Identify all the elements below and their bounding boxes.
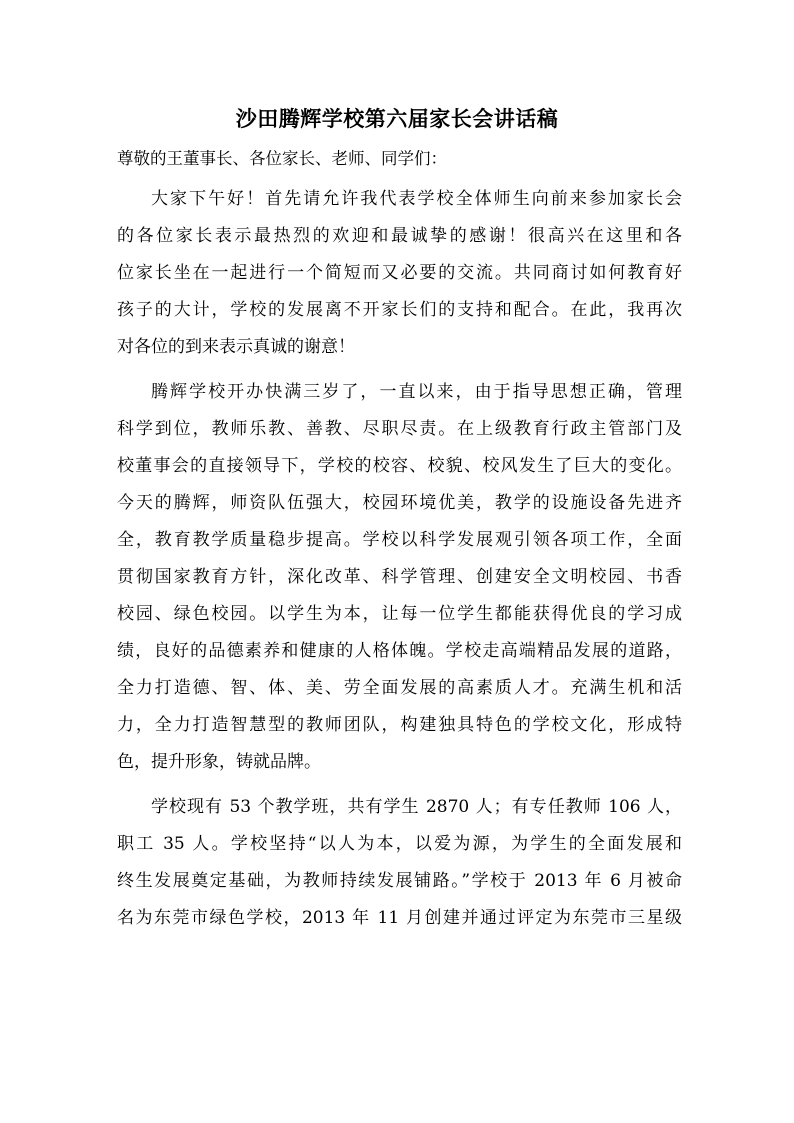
text-line: 学校现有 53 个教学班，共有学生 2870 人；有专任教师 106 人， [151, 797, 682, 817]
text-line: 贯彻国家教育方针，深化改革、科学管理、创建安全文明校园、书香 [117, 567, 682, 587]
text-line: 腾辉学校开办快满三岁了，一直以来，由于指导思想正确，管理 [151, 382, 682, 402]
text-line: 终生发展奠定基础，为教师持续发展铺路。”学校于 2013 年 6 月被命 [117, 871, 682, 891]
text-line: 校园、绿色校园。以学生为本，让每一位学生都能获得优良的学习成 [117, 604, 682, 624]
text-line: 名为东莞市绿色学校，2013 年 11 月创建并通过评定为东莞市三星级 [117, 908, 682, 928]
text-line: 位家长坐在一起进行一个简短而又必要的交流。共同商讨如何教育好 [117, 263, 682, 283]
paragraph-3 [117, 789, 682, 937]
text-line: 绩，良好的品德素养和健康的人格体魄。学校走高端精品发展的道路， [117, 641, 682, 661]
text-line: 全力打造德、智、体、美、劳全面发展的高素质人才。充满生机和活 [117, 678, 682, 698]
document-body [117, 143, 682, 945]
document-title: 沙田腾辉学校第六届家长会讲话稿 [235, 106, 559, 131]
text-line: 力，全力打造智慧型的教师团队，构建独具特色的学校文化，形成特 [117, 715, 682, 735]
text-line: 全，教育教学质量稳步提高。学校以科学发展观引领各项工作，全面 [117, 530, 682, 550]
salutation: 尊敬的王董事长、各位家长、老师、同学们： [117, 149, 447, 168]
text-line: 大家下午好！首先请允许我代表学校全体师生向前来参加家长会 [151, 189, 682, 209]
text-line: 职工 35 人。学校坚持“以人为本，以爱为源，为学生的全面发展和 [117, 834, 682, 854]
text-line: 科学到位，教师乐教、善教、尽职尽责。在上级教育行政主管部门及 [117, 419, 682, 439]
text-line: 孩子的大计，学校的发展离不开家长们的支持和配合。在此，我再次 [117, 300, 682, 320]
paragraph-1 [117, 181, 682, 366]
text-line: 的各位家长表示最热烈的欢迎和最诚挚的感谢！很高兴在这里和各 [117, 226, 682, 246]
text-line: 色，提升形象，铸就品牌。 [117, 752, 321, 772]
text-line: 校董事会的直接领导下，学校的校容、校貌、校风发生了巨大的变化。 [117, 456, 682, 476]
text-line: 今天的腾辉，师资队伍强大，校园环境优美，教学的设施设备先进齐 [117, 493, 682, 513]
paragraph-2 [117, 374, 682, 781]
text-line: 对各位的到来表示真诚的谢意！ [117, 337, 355, 357]
